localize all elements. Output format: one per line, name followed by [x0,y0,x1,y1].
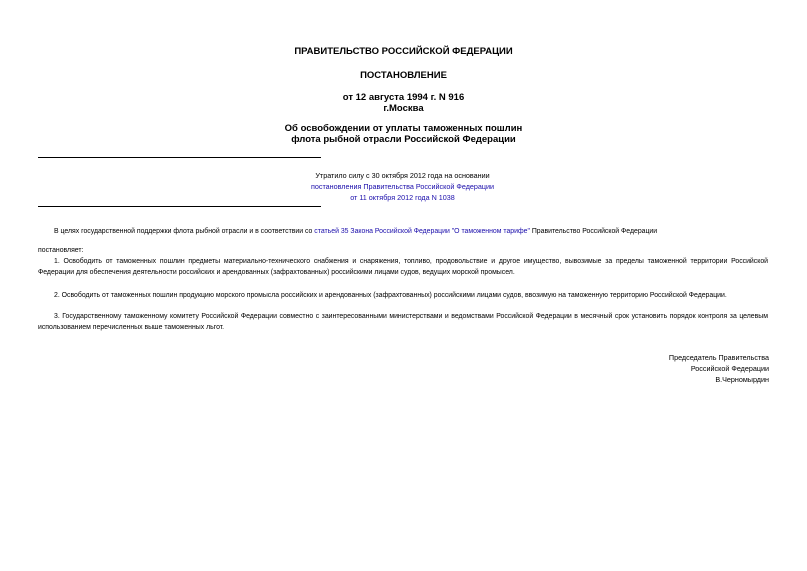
signature-line3: В.Черномырдин [715,375,769,384]
doc-type-heading: ПОСТАНОВЛЕНИЕ [360,70,447,81]
intro-text-post: Правительство Российской Федерации [529,228,658,235]
signature-line1: Председатель Правительства [668,353,769,362]
item-3-paragraph: 3. Государственному таможенному комитету Российской Федерации совместно с заинтересованными министерствами и ведомствами Российской Федерации в месячный срок установить порядок контроля за целевым использованием перечисленных выше таможенных льгот. [38,313,768,331]
doc-city: г.Москва [383,103,424,114]
org-heading: ПРАВИТЕЛЬСТВО РОССИЙСКОЙ ФЕДЕРАЦИИ [294,46,513,57]
status-note-text: Утратило силу с 30 октября 2012 года на основании [315,171,490,180]
status-note-link-line2[interactable]: от 11 октября 2012 года N 1038 [350,193,455,202]
status-note [245,170,560,203]
intro-text-pre: В целях государственной поддержки флота рыбной отрасли и в соответствии со [54,228,315,235]
law-article-link[interactable]: статьей 35 Закона Российской Федерации "О таможенном тарифе" [314,228,530,235]
doc-date-number: от 12 августа 1994 г. N 916 [342,92,465,103]
doc-title-line1: Об освобождении от уплаты таможенных пошлин [284,123,523,134]
bottom-divider [38,206,321,207]
doc-title-line2: флота рыбной отрасли Российской Федерации [291,134,516,145]
intro-paragraph [38,226,768,237]
item-2-paragraph: 2. Освободить от таможенных пошлин продукцию морского промысла российских и арендованных (зафрахтованных) российскими лицами судов, ввозимую на таможенную территорию Российской Федерации. [54,292,727,299]
decides-label: постановляет: [38,247,84,254]
item-1-paragraph: 1. Освободить от таможенных пошлин предметы материально-технического снабжения и снаряжения, топливо, продовольствие и другое имущество, вывозимые за пределы таможенной территории Российской Федерации для обеспечения деятельности российских и арендованных (зафрахтованных) российскими лицами судов, ведущих морской промысел. [38,258,768,276]
signature-line2: Российской Федерации [690,364,769,373]
status-note-link-line1[interactable]: постановления Правительства Российской Федерации [310,182,495,191]
signature-block [669,352,769,385]
top-divider [38,157,321,158]
